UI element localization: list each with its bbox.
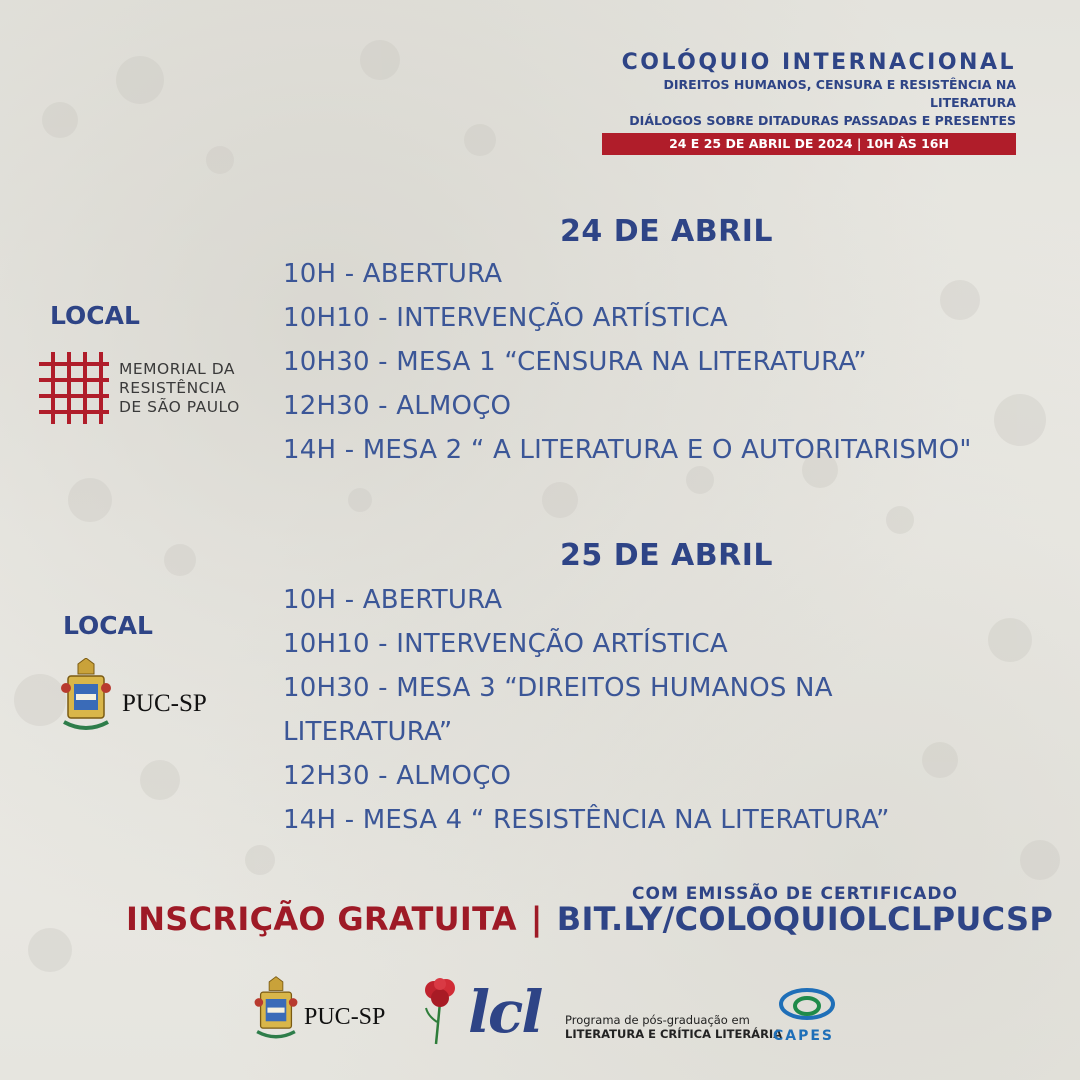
carnation-icon bbox=[420, 976, 460, 1046]
schedule-item: 10H - ABERTURA bbox=[283, 585, 503, 615]
footer-puc-crest-icon bbox=[252, 976, 300, 1046]
day1-schedule bbox=[283, 252, 972, 472]
day2-title: 25 DE ABRIL bbox=[560, 538, 773, 573]
capes-name: CAPES bbox=[773, 1028, 835, 1044]
memorial-logo bbox=[39, 352, 259, 424]
schedule-item: 12H30 - ALMOÇO bbox=[283, 391, 512, 421]
capes-logo-icon bbox=[778, 984, 836, 1024]
schedule-item: 14H - MESA 2 “ A LITERATURA E O AUTORITARISMO" bbox=[283, 435, 972, 465]
schedule-item: 10H30 - MESA 3 “DIREITOS HUMANOS NA bbox=[283, 673, 833, 703]
memorial-grid-icon bbox=[39, 352, 111, 424]
program-line-1: Programa de pós-graduação em bbox=[565, 1013, 750, 1027]
schedule-item: 10H10 - INTERVENÇÃO ARTÍSTICA bbox=[283, 303, 728, 333]
event-header bbox=[596, 50, 1016, 155]
puc-venue-name: PUC-SP bbox=[122, 690, 207, 717]
registration-link[interactable]: BIT.LY/COLOQUIOLCLPUCSP bbox=[556, 900, 1054, 938]
day2-schedule bbox=[283, 578, 890, 842]
day2-local-label: LOCAL bbox=[63, 611, 153, 640]
schedule-item: 10H - ABERTURA bbox=[283, 259, 503, 289]
schedule-item: LITERATURA” bbox=[283, 717, 453, 747]
event-subtitle-2: DIÁLOGOS SOBRE DITADURAS PASSADAS E PRESENTES bbox=[629, 113, 1016, 128]
memorial-name-line-1: MEMORIAL DA bbox=[119, 360, 236, 378]
puc-crest-icon bbox=[58, 658, 114, 738]
registration-separator: | bbox=[530, 900, 543, 938]
program-description bbox=[565, 1013, 782, 1041]
day1-title: 24 DE ABRIL bbox=[560, 214, 773, 249]
registration-line bbox=[126, 900, 1054, 938]
lcl-logo-mark: lcl bbox=[468, 978, 542, 1046]
event-subtitle-1: DIREITOS HUMANOS, CENSURA E RESISTÊNCIA NA LITERATURA bbox=[663, 77, 1016, 110]
schedule-item: 10H10 - INTERVENÇÃO ARTÍSTICA bbox=[283, 629, 728, 659]
footer-puc-name: PUC-SP bbox=[304, 1004, 386, 1030]
schedule-item: 10H30 - MESA 1 “CENSURA NA LITERATURA” bbox=[283, 347, 867, 377]
certificate-note: COM EMISSÃO DE CERTIFICADO bbox=[632, 884, 958, 904]
registration-label: INSCRIÇÃO GRATUITA bbox=[126, 900, 517, 938]
memorial-name-line-2: RESISTÊNCIA bbox=[119, 379, 227, 397]
event-title: COLÓQUIO INTERNACIONAL bbox=[621, 50, 1016, 75]
program-line-2: LITERATURA E CRÍTICA LITERÁRIA bbox=[565, 1027, 783, 1041]
schedule-item: 14H - MESA 4 “ RESISTÊNCIA NA LITERATURA” bbox=[283, 805, 890, 835]
day1-local-label: LOCAL bbox=[50, 301, 140, 330]
schedule-item: 12H30 - ALMOÇO bbox=[283, 761, 512, 791]
event-date-bar: 24 E 25 DE ABRIL DE 2024 | 10H ÀS 16H bbox=[602, 133, 1016, 155]
memorial-name bbox=[119, 360, 240, 417]
memorial-name-line-3: DE SÃO PAULO bbox=[119, 398, 240, 416]
